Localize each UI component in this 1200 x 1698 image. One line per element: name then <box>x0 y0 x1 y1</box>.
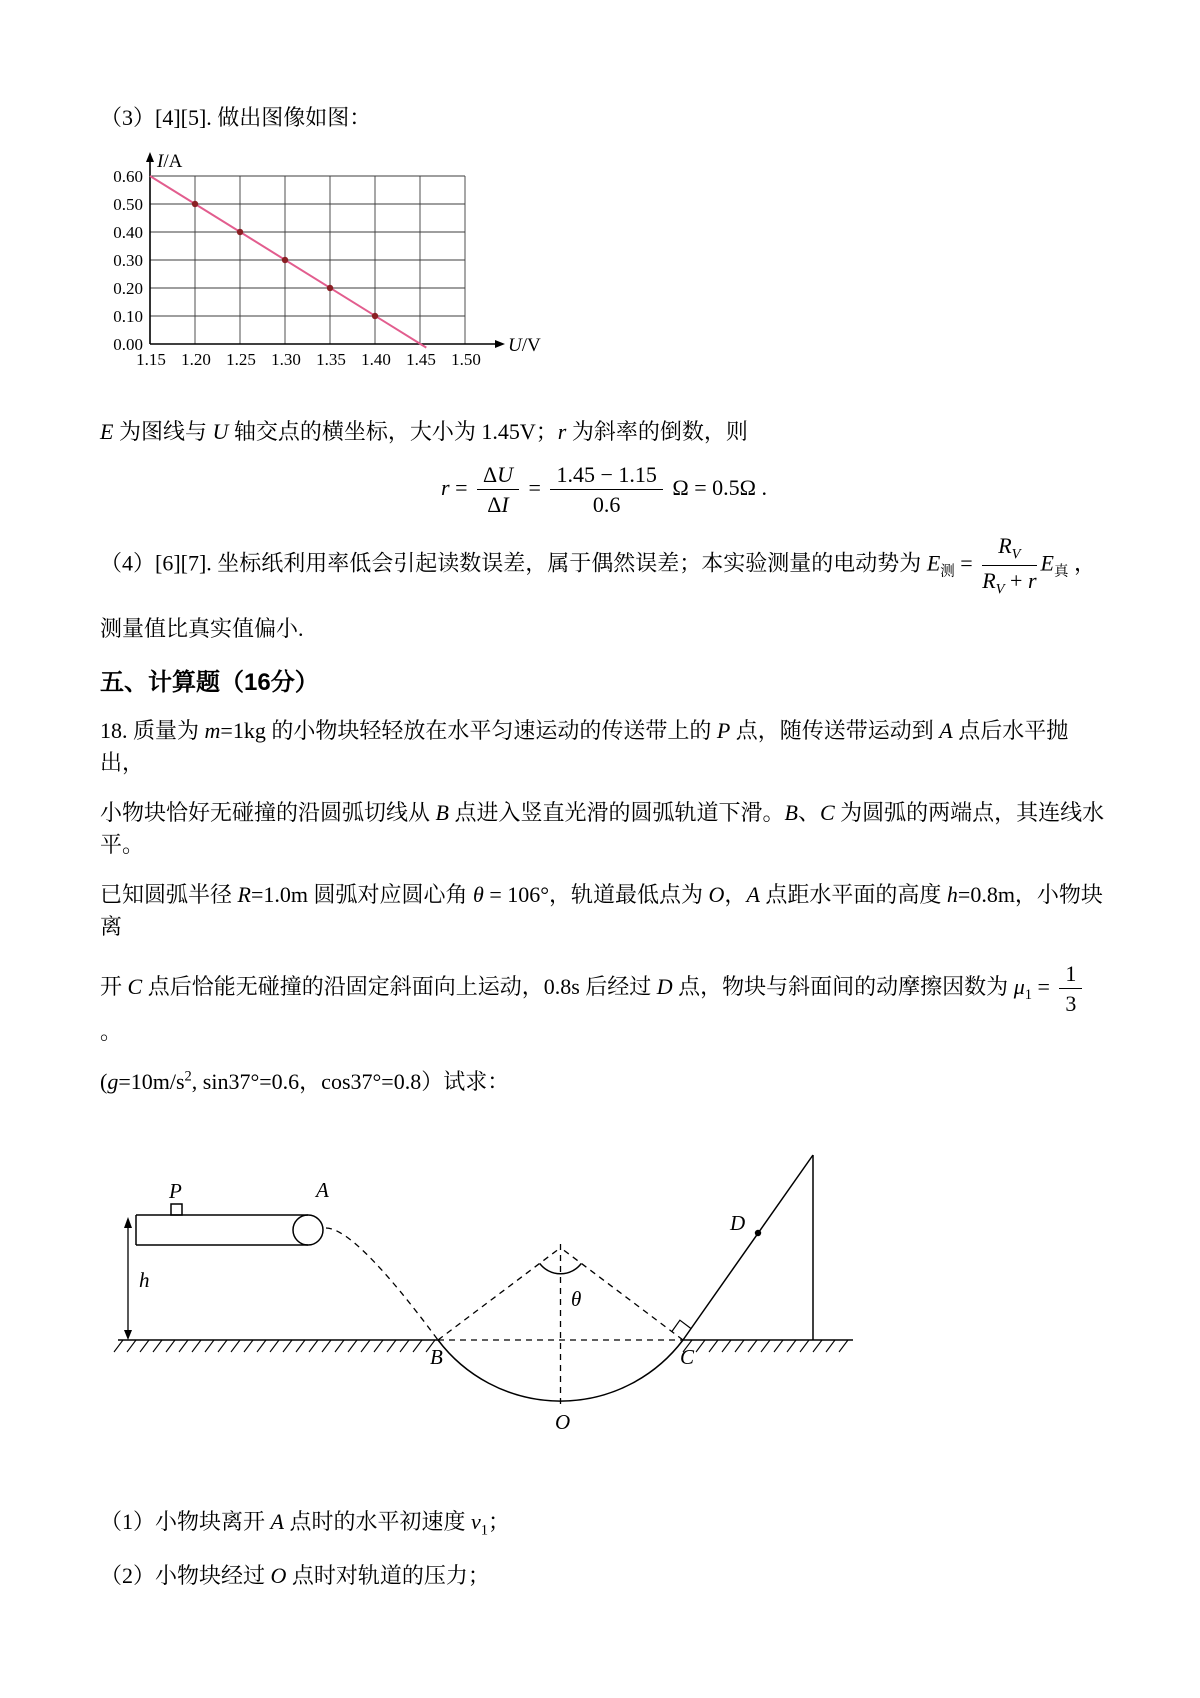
text-run: （2）小物块经过 <box>100 1562 271 1588</box>
text-run: m <box>204 718 221 744</box>
x-tick-label: 1.15 <box>136 349 166 369</box>
y-tick-label: 0.50 <box>113 194 143 214</box>
text-run: = <box>1032 973 1056 999</box>
text-run: r <box>557 418 567 444</box>
fraction-numerator <box>1059 961 1082 989</box>
text-run: 点距水平面的高度 <box>759 881 947 907</box>
label-theta: θ <box>571 1287 582 1312</box>
text-run: g <box>107 1069 119 1095</box>
right-angle-mark <box>672 1320 691 1331</box>
text-run: D <box>656 973 673 999</box>
fraction-numerator <box>477 462 519 490</box>
text-run: =10m/s <box>118 1069 185 1095</box>
text-run: C <box>127 973 143 999</box>
text-run: E <box>1040 551 1054 576</box>
fraction <box>550 462 662 518</box>
label-height-h: h <box>139 1268 150 1293</box>
text-run: 点时的水平初速度 <box>283 1509 471 1535</box>
text-run: 已知圆弧半径 <box>100 881 238 907</box>
fraction-denominator <box>550 490 662 517</box>
block-at-p <box>171 1204 182 1215</box>
text-run: =0.8m，小物块离 <box>100 881 1103 939</box>
section3-label: （3）[4][5]. 做出图像如图： <box>100 105 372 130</box>
y-tick-label: 0.30 <box>113 250 143 270</box>
text-run: v <box>470 1509 481 1535</box>
fraction-numerator <box>550 462 662 490</box>
fraction-numerator <box>982 533 1036 566</box>
label-point-p: P <box>169 1179 182 1204</box>
iv-graph-svg <box>100 148 560 380</box>
data-point <box>192 201 198 207</box>
text-run: R <box>982 568 996 594</box>
y-tick-label: 0.10 <box>113 306 143 326</box>
text-run: 、 <box>797 800 820 826</box>
x-tick-label: 1.25 <box>226 349 256 369</box>
text-run: R <box>998 533 1012 559</box>
text-run: 小物块恰好无碰撞的沿圆弧切线从 <box>100 800 436 826</box>
data-point <box>327 285 333 291</box>
text-run: U <box>212 418 229 444</box>
fraction-denominator <box>477 490 519 517</box>
question-1 <box>100 1506 1108 1541</box>
fraction-denominator <box>982 566 1036 598</box>
label-point-b: B <box>430 1345 443 1370</box>
data-point <box>282 257 288 263</box>
text-run: r <box>441 474 450 500</box>
text-run: A <box>270 1509 284 1535</box>
text-run: ( <box>100 1069 108 1095</box>
text-run: 3 <box>1065 991 1077 1017</box>
paragraph-conclusion: 测量值比真实值偏小. <box>100 615 304 641</box>
text-run: Ω = 0.5Ω . <box>666 474 767 500</box>
section5-heading: 五、计算题（16分） <box>100 669 319 697</box>
fraction <box>982 533 1036 598</box>
physics-diagram-svg <box>108 1140 868 1470</box>
belt-pulley <box>293 1215 323 1245</box>
data-point <box>237 229 243 235</box>
text-run: U <box>497 461 514 487</box>
fraction-denominator <box>1059 989 1082 1016</box>
text-run: = <box>523 474 547 500</box>
problem18-line2 <box>100 797 1108 861</box>
point-d-dot <box>755 1230 761 1236</box>
text-run: （4）[6][7]. 坐标纸利用率低会引起读数误差，属于偶然误差；本实验测量的电动势为 <box>100 551 927 576</box>
text-run: E <box>100 418 114 444</box>
text-run: =1.0m 圆弧对应圆心角 <box>250 881 473 907</box>
formula-internal-resistance <box>100 462 1108 518</box>
problem18-line4 <box>100 961 1108 1048</box>
text-run: 1.45 − 1.15 <box>556 461 657 487</box>
problem18-line1 <box>100 715 1108 779</box>
paragraph-intercept <box>100 416 1108 448</box>
height-arrow <box>124 1217 132 1340</box>
text-run: B <box>435 800 449 826</box>
text-run: ， <box>724 881 747 907</box>
text-run: r <box>1027 568 1037 594</box>
text-run: 为斜率的倒数，则 <box>566 418 748 444</box>
text-run: Δ <box>482 461 498 487</box>
text-run: Δ <box>487 492 502 518</box>
text-run: ， <box>1068 551 1097 576</box>
y-tick-label: 0.00 <box>113 334 143 354</box>
text-run: A <box>746 881 760 907</box>
ground-hatching-right <box>683 1340 848 1352</box>
text-run: 1 <box>1065 960 1077 986</box>
diagram-geometry <box>114 1155 853 1408</box>
x-tick-label: 1.35 <box>316 349 346 369</box>
text-run: = 106°，轨道最低点为 <box>483 881 709 907</box>
text-run: （1）小物块离开 <box>100 1509 271 1535</box>
text-run: A <box>939 718 953 744</box>
y-tick-label: 0.20 <box>113 278 143 298</box>
question-2 <box>100 1560 1108 1592</box>
text-run: P <box>716 718 731 744</box>
fraction <box>1059 961 1082 1017</box>
text-run: 为图线与 <box>113 418 213 444</box>
text-run: C <box>819 800 835 826</box>
x-tick-label: 1.40 <box>361 349 391 369</box>
ground-hatching-left <box>114 1340 435 1352</box>
incline-surface <box>683 1155 813 1340</box>
text-run: 点时对轨道的压力； <box>286 1562 490 1588</box>
text-run: =1kg 的小物块轻轻放在水平匀速运动的传送带上的 <box>220 718 717 744</box>
text-run: , sin37°=0.6，cos37°=0.8）试求： <box>191 1069 510 1095</box>
text-run: ； <box>488 1509 511 1535</box>
label-point-c: C <box>680 1345 695 1370</box>
text-run: R <box>237 881 251 907</box>
text-run: + <box>1004 568 1028 594</box>
text-run: B <box>784 800 798 826</box>
text-run: O <box>708 881 725 907</box>
y-axis-arrow <box>146 152 154 162</box>
text-run: 为圆弧的两端点，其连线水平。 <box>100 800 1105 858</box>
x-axis-title: U/V <box>508 334 541 356</box>
text-run: V <box>995 581 1005 598</box>
physics-diagram <box>108 1140 1108 1476</box>
text-run: I <box>501 492 509 518</box>
text-run: 1 <box>480 1522 489 1539</box>
text-run: 点后恰能无碰撞的沿固定斜面向上运动，0.8s 后经过 <box>142 973 657 999</box>
text-run: 轴交点的横坐标，大小为 1.45V； <box>228 418 558 444</box>
fit-line <box>150 176 426 348</box>
x-tick-label: 1.20 <box>181 349 211 369</box>
label-point-d: D <box>730 1211 746 1236</box>
label-point-a: A <box>316 1178 329 1203</box>
paragraph-error-analysis <box>100 533 1108 598</box>
problem18-line5 <box>100 1066 1108 1098</box>
text-run: 0.6 <box>592 492 621 518</box>
text-run: E <box>926 551 941 576</box>
text-run: 2 <box>184 1068 192 1085</box>
x-tick-label: 1.45 <box>406 349 436 369</box>
diagram-labels <box>139 1178 745 1434</box>
projectile-path <box>326 1228 438 1340</box>
y-axis-title: I/A <box>157 150 183 172</box>
iv-graph <box>100 148 1108 386</box>
text-run: O <box>270 1562 287 1588</box>
text-run: 测 <box>940 564 955 581</box>
text-run: 点，随传送带运动到 <box>730 718 940 744</box>
text-run: h <box>946 881 958 907</box>
x-tick-label: 1.50 <box>451 349 481 369</box>
text-run: 点，物块与斜面间的动摩擦因数为 <box>672 973 1014 999</box>
text-run: 。 <box>100 1019 123 1045</box>
text-run: 真 <box>1053 564 1069 581</box>
text-run: 点进入竖直光滑的圆弧轨道下滑。 <box>448 800 785 826</box>
text-run: 点后水平抛出， <box>100 718 1069 776</box>
text-run: θ <box>473 881 484 907</box>
text-run: 18. 质量为 <box>100 718 205 744</box>
data-point <box>372 313 378 319</box>
y-tick-label: 0.40 <box>113 222 143 242</box>
problem18-line3 <box>100 879 1108 943</box>
y-tick-label: 0.60 <box>113 166 143 186</box>
radius-to-b <box>438 1248 561 1340</box>
text-run: = <box>954 551 979 576</box>
label-point-o: O <box>555 1410 571 1435</box>
text-run: V <box>1011 546 1021 563</box>
x-tick-label: 1.30 <box>271 349 301 369</box>
fraction <box>477 462 519 518</box>
text-run: 1 <box>1024 987 1032 1003</box>
text-run: μ <box>1013 973 1025 999</box>
x-axis-arrow <box>495 340 505 348</box>
text-run: 开 <box>100 973 128 999</box>
text-run: = <box>449 474 473 500</box>
